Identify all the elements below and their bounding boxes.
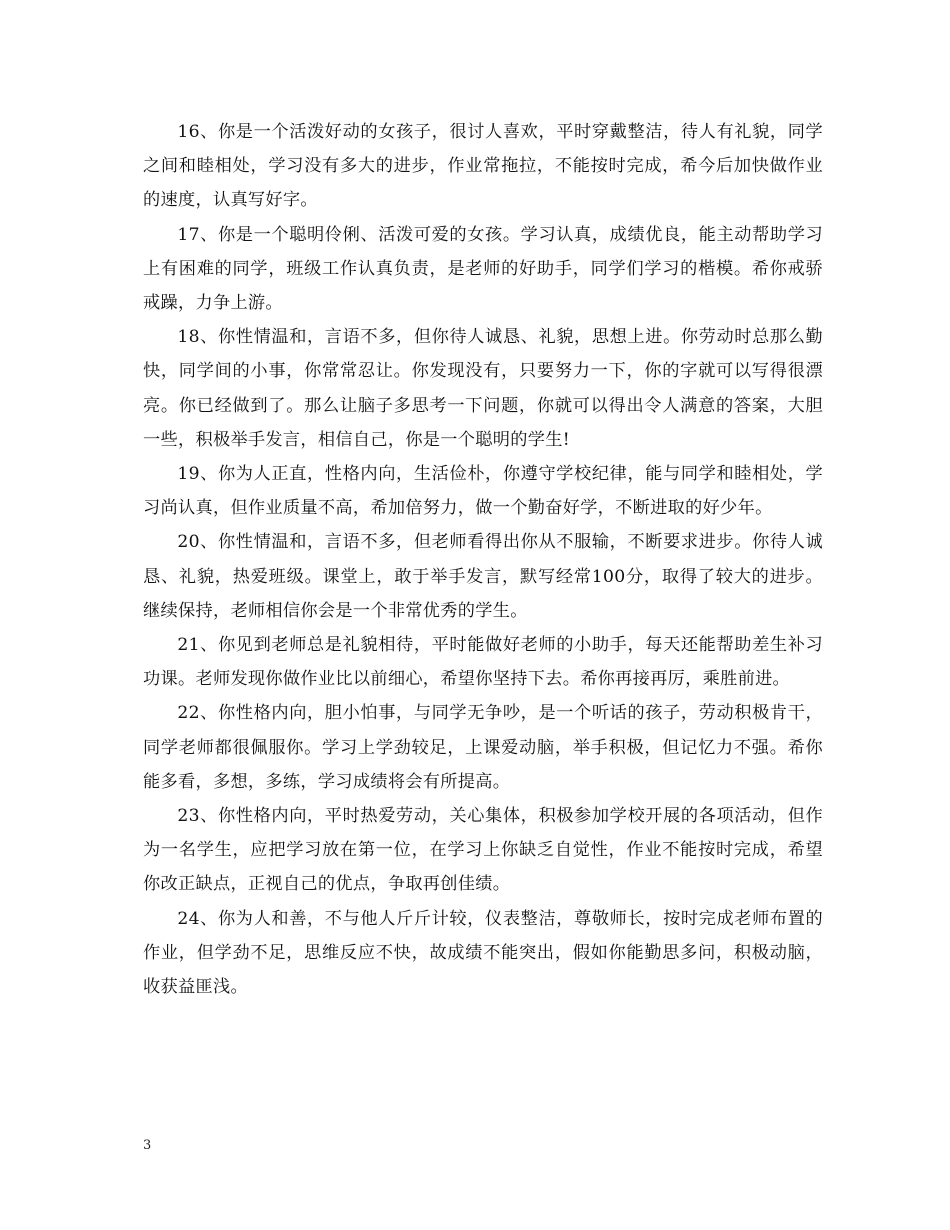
page-number: 3	[143, 1138, 152, 1153]
paragraph-18: 18、你性情温和，言语不多，但你待人诚恳、礼貌，思想上进。你劳动时总那么勤快，同学间的小事，你常常忍让。你发现没有，只要努力一下，你的字就可以写得很漂亮。你已经做到了。那么让脑子多思考一下问题，你就可以得出令人满意的答案，大胆一些，积极举手发言，相信自己，你是一个聪明的学生!	[143, 327, 823, 450]
paragraph-24: 24、你为人和善，不与他人斤斤计较，仪表整洁，尊敬师长，按时完成老师布置的作业，但学劲不足，思维反应不快，故成绩不能突出，假如你能勤思多问，积极动脑，收获益匪浅。	[143, 908, 823, 998]
paragraph-22: 22、你性格内向，胆小怕事，与同学无争吵，是一个听话的孩子，劳动积极肯干，同学老师都很佩服你。学习上学劲较足，上课爱动脑，举手积极，但记忆力不强。希你能多看，多想，多练，学习成绩将会有所提高。	[143, 703, 823, 792]
paragraph-19: 19、你为人正直，性格内向，生活俭朴，你遵守学校纪律，能与同学和睦相处，学习尚认真，但作业质量不高，希加倍努力，做一个勤奋好学，不断进取的好少年。	[143, 464, 823, 519]
paragraph-21: 21、你见到老师总是礼貌相待，平时能做好老师的小助手，每天还能帮助差生补习功课。老师发现你做作业比以前细心，希望你坚持下去。希你再接再厉，乘胜前进。	[143, 635, 823, 690]
paragraph-20: 20、你性情温和，言语不多，但老师看得出你从不服输，不断要求进步。你待人诚恳、礼貌，热爱班级。课堂上，敢于举手发言，默写经常100分，取得了较大的进步。继续保持，老师相信你会是一个非常优秀的学生。	[143, 532, 823, 621]
paragraph-17: 17、你是一个聪明伶俐、活泼可爱的女孩。学习认真，成绩优良，能主动帮助学习上有困难的同学，班级工作认真负责，是老师的好助手，同学们学习的楷模。希你戒骄戒躁，力争上游。	[143, 224, 823, 314]
document-body	[143, 115, 823, 1004]
paragraph-23: 23、你性格内向，平时热爱劳动，关心集体，积极参加学校开展的各项活动，但作为一名学生，应把学习放在第一位，在学习上你缺乏自觉性，作业不能按时完成，希望你改正缺点，正视自己的优点，争取再创佳绩。	[143, 806, 823, 895]
paragraph-16: 16、你是一个活泼好动的女孩子，很讨人喜欢，平时穿戴整洁，待人有礼貌，同学之间和睦相处，学习没有多大的进步，作业常拖拉，不能按时完成，希今后加快做作业的速度，认真写好字。	[143, 122, 823, 211]
